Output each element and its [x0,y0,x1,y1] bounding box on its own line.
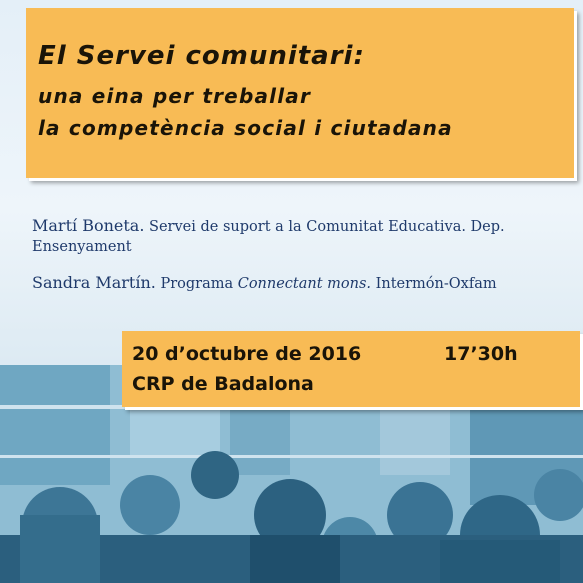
speaker-description: Servei de suport a la Comunitat Educativa. Dep. Ensenyament [32,219,505,255]
speaker-2 [32,273,562,294]
title-main: El Servei comunitari: [38,41,365,71]
title-subtitle-line-2: la competència social i ciutadana [38,116,453,140]
speakers-list [32,216,562,294]
speaker-name: Martí Boneta. [32,216,145,235]
speaker-organization: Intermón-Oxfam [375,276,497,292]
event-place: CRP de Badalona [132,373,314,395]
event-time: 17’30h [444,343,518,365]
event-details-box [122,331,580,407]
event-date-time-row [132,341,580,367]
speaker-description: Programa [160,276,234,292]
speaker-name: Sandra Martín. [32,273,156,292]
event-date: 20 d’octubre de 2016 [132,343,362,365]
speaker-1 [32,216,562,257]
speaker-program-name: Connectant mons. [237,276,372,292]
title-subtitle-line-1: una eina per treballar [38,84,312,108]
title-box [26,8,574,178]
